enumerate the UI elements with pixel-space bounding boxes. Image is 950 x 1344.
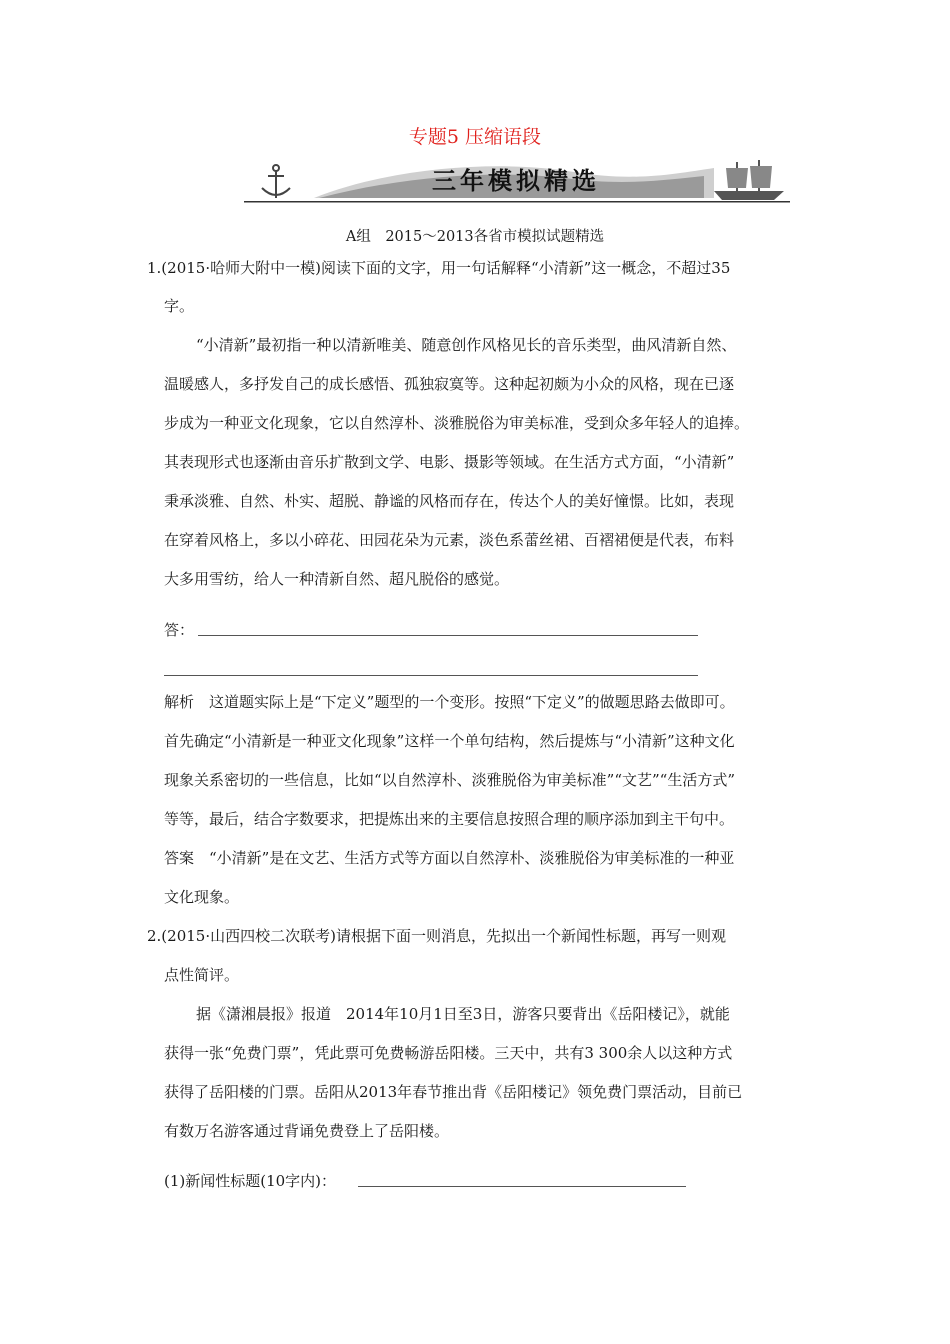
q1-passage-line: 其表现形式也逐渐由音乐扩散到文学、电影、摄影等领域。在生活方式方面，“小清新” [164,453,735,471]
q1-prompt-line: 字。 [164,297,195,315]
q2-prompt-line: 2.(2015·山西四校二次联考)请根据下面一则消息，先拟出一个新闻性标题，再写一则观 [147,927,726,945]
anchor-icon [262,165,290,198]
analysis-line: 现象关系密切的一些信息，比如“以自然淳朴、淡雅脱俗为审美标准”“文艺”“生活方式” [164,771,736,789]
q2-passage-line: 据《潇湘晨报》报道 2014年10月1日至3日，游客只要背出《岳阳楼记》，就能 [196,1005,730,1023]
headline-answer-line[interactable] [358,1186,686,1187]
answer-text-line: 文化现象。 [164,888,240,906]
q2-passage-line: 有数万名游客通过背诵免费登上了岳阳楼。 [164,1122,450,1140]
page-title: 专题5 压缩语段 [408,126,542,148]
q1-prompt-line: 1.(2015·哈师大附中一模)阅读下面的文字，用一句话解释“小清新”这一概念，不超过35 [147,259,731,277]
q1-passage-line: 大多用雪纺，给人一种清新自然、超凡脱俗的感觉。 [164,570,510,588]
answer-line[interactable] [198,635,698,636]
q1-passage-line: 步成为一种亚文化现象，它以自然淳朴、淡雅脱俗为审美标准，受到众多年轻人的追捧。 [164,414,750,432]
group-header: A组 2015～2013各省市模拟试题精选 [345,229,605,245]
answer-line[interactable] [164,675,698,676]
section-banner [244,158,790,204]
q2-prompt-line: 点性简评。 [164,966,240,984]
answer-label: 答： [164,621,195,639]
banner-text: 三年模拟精选 [432,167,600,195]
q1-passage-line: 温暖感人，多抒发自己的成长感悟、孤独寂寞等。这种起初颇为小众的风格，现在已逐 [164,375,735,393]
analysis-line: 首先确定“小清新是一种亚文化现象”这样一个单句结构，然后提炼与“小清新”这种文化 [164,732,735,750]
answer-text-line: 答案 “小清新”是在文艺、生活方式等方面以自然淳朴、淡雅脱俗为审美标准的一种亚 [164,849,735,867]
q2-passage-line: 获得了岳阳楼的门票。岳阳从2013年春节推出背《岳阳楼记》领免费门票活动，目前已 [164,1083,743,1101]
banner-baseline [244,201,790,203]
ship-icon [714,160,784,200]
q2-passage-line: 获得一张“免费门票”，凭此票可免费畅游岳阳楼。三天中，共有3 300余人以这种方式 [164,1044,733,1062]
headline-label: (1)新闻性标题(10字内)： [164,1172,337,1190]
q1-passage-line: 秉承淡雅、自然、朴实、超脱、静谧的风格而存在，传达个人的美好憧憬。比如，表现 [164,492,735,510]
analysis-line: 解析 这道题实际上是“下定义”题型的一个变形。按照“下定义”的做题思路去做即可。 [164,693,735,711]
q1-passage-line: “小清新”最初指一种以清新唯美、随意创作风格见长的音乐类型，曲风清新自然、 [196,336,737,354]
q1-passage-line: 在穿着风格上，多以小碎花、田园花朵为元素，淡色系蕾丝裙、百褶裙便是代表，布料 [164,531,735,549]
analysis-line: 等等，最后，结合字数要求，把提炼出来的主要信息按照合理的顺序添加到主干句中。 [164,810,735,828]
